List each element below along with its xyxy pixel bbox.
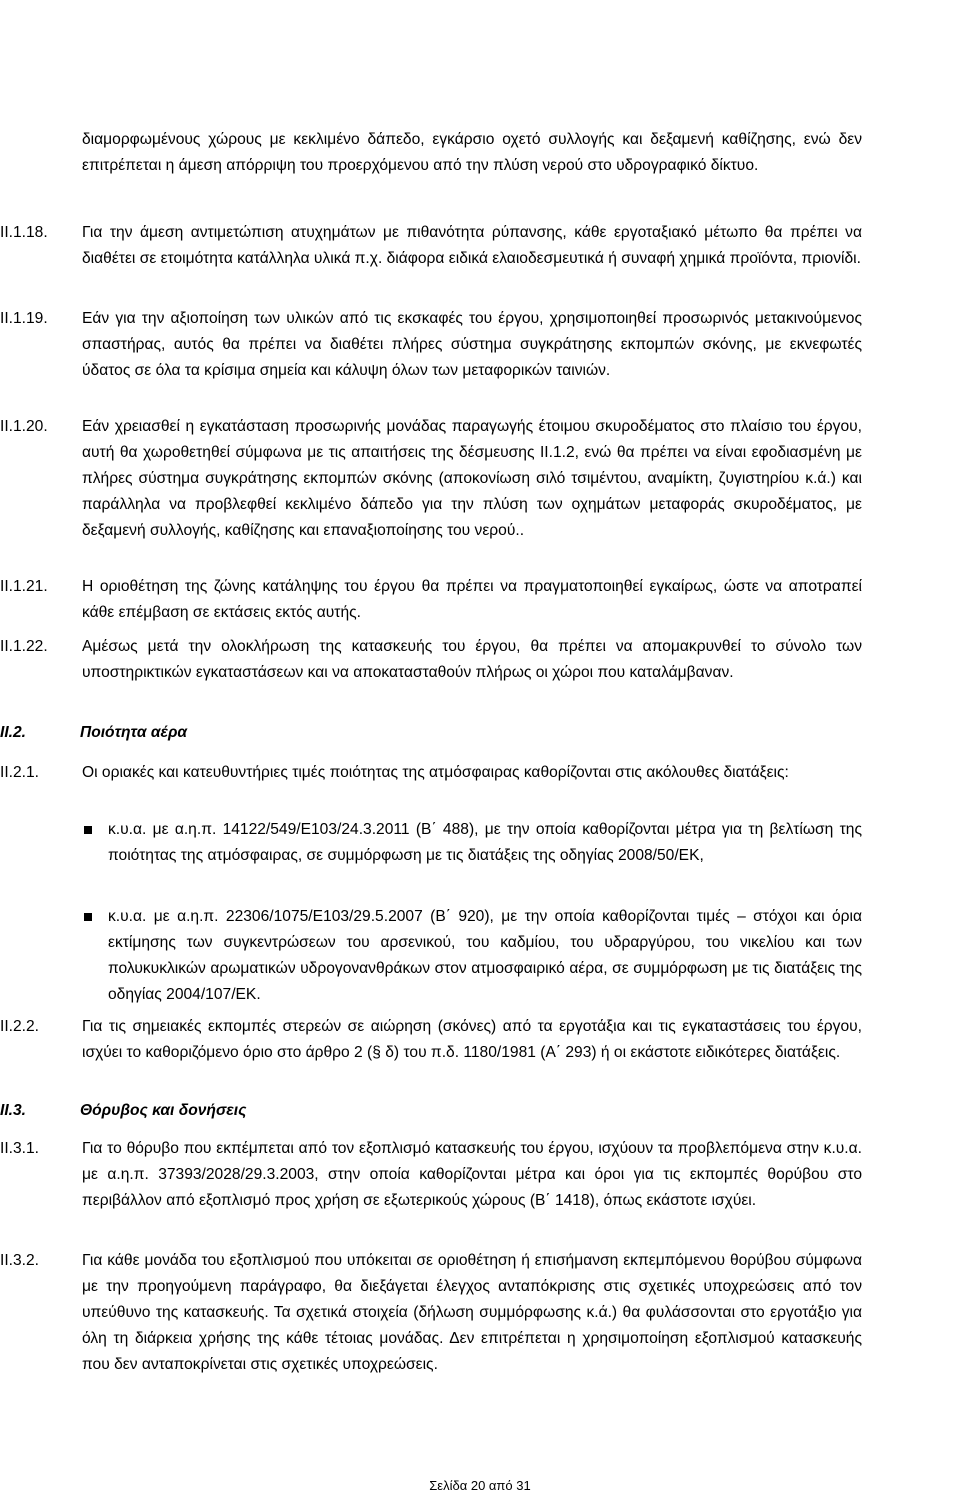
item-number: ΙΙ.2.2. bbox=[0, 1018, 40, 1035]
item-text: Για τις σημειακές εκπομπές στερεών σε αιώρηση (σκόνες) από τα εργοτάξια και τις εγκαταστάσεις του έργου, ισχύει το καθοριζόμενο όριο στο άρθρο 2 (§ δ) του π.δ. 1180/1981 (Α΄ 293) ή οι εκάστοτε ειδικότερες διατάξεις. bbox=[82, 1018, 862, 1061]
item-text: Για κάθε μονάδα του εξοπλισμού που υπόκειται σε οριοθέτηση ή επισήμανση εκπεμπόμενου θορύβου σύμφωνα με την προηγούμενη παράγραφο, θα διεξάγεται έλεγχος ανταπόκρισης στις σχετικές υποχρεώσεις από τον υπεύθυνο της κατασκευής. Τα σχετικά στοιχεία (δήλωση συμμόρφωσης κ.ά.) θα φυλάσσονται στο εργοτάξιο για όλη τη διάρκεια χρήσης της κάθε τέτοιας μονάδας. Δεν επιτρέπεται η χρησιμοποίηση εξοπλισμού κατασκευής που δεν ανταποκρίνεται στις σχετικές υποχρεώσεις. bbox=[82, 1252, 862, 1373]
page-number: Σελίδα 20 από 31 bbox=[429, 1478, 531, 1493]
item-text: Η οριοθέτηση της ζώνης κατάληψης του έργου θα πρέπει να πραγματοποιηθεί εγκαίρως, ώστε να αποτραπεί κάθε επέμβαση σε εκτάσεις εκτός αυτής. bbox=[82, 578, 862, 621]
intro-text: διαμορφωμένους χώρους με κεκλιμένο δάπεδο, εγκάρσιο οχετό συλλογής και δεξαμενή καθίζησης, ενώ δεν επιτρέπεται η άμεση απόρριψη του προερχόμενου από την πλύση νερού στο υδρογραφικό δίκτυο. bbox=[82, 131, 862, 174]
bullet-square-icon bbox=[84, 913, 92, 921]
item-number: ΙΙ.1.22. bbox=[0, 638, 48, 655]
bullet-square-icon bbox=[84, 826, 92, 834]
item-number: ΙΙ.2.1. bbox=[0, 764, 40, 781]
item-text: Οι οριακές και κατευθυντήριες τιμές ποιότητας της ατμόσφαιρας καθορίζονται στις ακόλουθες διατάξεις: bbox=[82, 764, 789, 781]
bullet-text: κ.υ.α. με α.η.π. 14122/549/Ε103/24.3.2011 (Β΄ 488), με την οποία καθορίζονται μέτρα για τη βελτίωση της ποιότητας της ατμόσφαιρας, σε συμμόρφωση με τις διατάξεις της οδηγίας 2008/50/ΕΚ, bbox=[108, 821, 862, 864]
section-title: Ποιότητα αέρα bbox=[80, 724, 188, 741]
item-number: ΙΙ.3.1. bbox=[0, 1140, 40, 1157]
section-title: Θόρυβος και δονήσεις bbox=[80, 1102, 247, 1119]
item-number: ΙΙ.1.20. bbox=[0, 418, 48, 435]
item-text: Εάν για την αξιοποίηση των υλικών από τις εκσκαφές του έργου, χρησιμοποιηθεί προσωρινός μετακινούμενος σπαστήρας, αυτός θα πρέπει να διαθέτει πλήρες σύστημα συγκράτησης εκπομπών σκόνης, με εκνεφωτές ύδατος σε όλα τα κρίσιμα σημεία και κάλυψη όλων των μεταφορικών ταινιών. bbox=[82, 310, 862, 379]
item-number: ΙΙ.1.18. bbox=[0, 224, 48, 241]
ada-code: ΑΔΑ: ΒΛ9Σ0-ΚΟΝ bbox=[758, 2, 952, 28]
item-text: Αμέσως μετά την ολοκλήρωση της κατασκευής του έργου, θα πρέπει να απομακρυνθεί το σύνολο των υποστηρικτικών εγκαταστάσεων και να αποκατασταθούν πλήρως οι χώροι που καταλάμβαναν. bbox=[82, 638, 862, 681]
item-text: Εάν χρειασθεί η εγκατάσταση προσωρινής μονάδας παραγωγής έτοιμου σκυροδέματος στο πλαίσιο του έργου, αυτή θα χωροθετηθεί σύμφωνα με τις απαιτήσεις της δέσμευσης ΙΙ.1.2, ενώ θα πρέπει να είναι εφοδιασμένη με πλήρες σύστημα συγκράτησης εκπομπών σκόνης (αποκονίωση σιλό τσιμέντου, αναμίκτη, ζυγιστηρίου κ.ά.) και παράλληλα να προβλεφθεί κεκλιμένο δάπεδο για την πλύση των οχημάτων μεταφοράς σκυροδέματος, με δεξαμενή συλλογής, καθίζησης και επαναξιοποίησης του νερού.. bbox=[82, 418, 862, 539]
item-number: ΙΙ.3.2. bbox=[0, 1252, 40, 1269]
bullet-text: κ.υ.α. με α.η.π. 22306/1075/Ε103/29.5.2007 (Β΄ 920), με την οποία καθορίζονται τιμές – στόχοι και όρια εκτίμησης των συγκεντρώσεων του αρσενικού, του καδμίου, του υδραργύρου, του νικελίου και των πολυκυκλικών αρωματικών υδρογονανθράκων στον ατμοσφαιρικό αέρα, σε συμμόρφωση με τις διατάξεις της οδηγίας 2004/107/ΕΚ. bbox=[108, 908, 862, 1003]
item-text: Για την άμεση αντιμετώπιση ατυχημάτων με πιθανότητα ρύπανσης, κάθε εργοταξιακό μέτωπο θα πρέπει να διαθέτει σε ετοιμότητα κατάλληλα υλικά π.χ. διάφορα ειδικά ελαιοδεσμευτικά ή συναφή χημικά προϊόντα, πριονίδι. bbox=[82, 224, 862, 267]
item-number: ΙΙ.1.19. bbox=[0, 310, 48, 327]
section-number: ΙΙ.3. bbox=[0, 1102, 27, 1119]
section-number: ΙΙ.2. bbox=[0, 724, 27, 741]
item-number: ΙΙ.1.21. bbox=[0, 578, 48, 595]
item-text: Για το θόρυβο που εκπέμπεται από τον εξοπλισμό κατασκευής του έργου, ισχύουν τα προβλεπόμενα στην κ.υ.α. με α.η.π. 37393/2028/29.3.2003, στην οποία καθορίζονται μέτρα και όροι για τις εκπομπές θορύβου στο περιβάλλον από εξοπλισμό προς χρήση σε εξωτερικούς χώρους (Β΄ 1418), όπως εκάστοτε ισχύει. bbox=[82, 1140, 862, 1209]
